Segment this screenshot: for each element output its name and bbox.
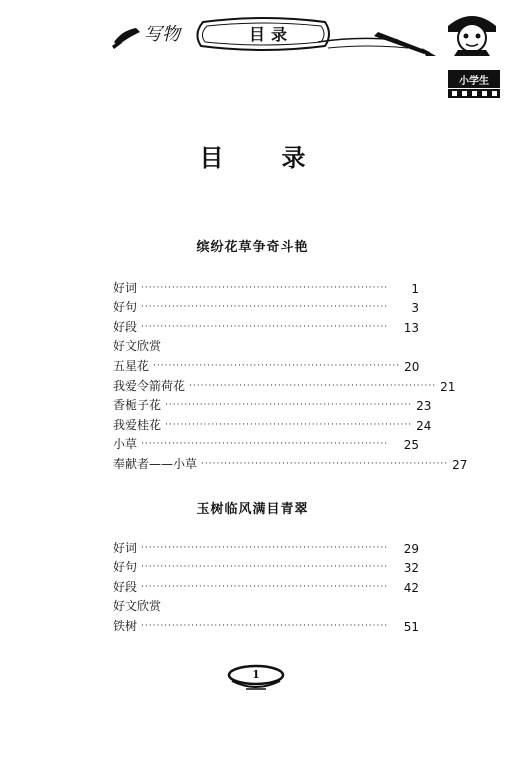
- leader-dots: ································································: [141, 282, 389, 293]
- toc-entry[interactable]: [113, 374, 456, 394]
- leader-dots: ································································: [153, 360, 401, 371]
- leader-dots: ································································: [141, 302, 389, 313]
- badge-stripe: [448, 89, 500, 98]
- toc-entry-title: 五星花: [113, 358, 150, 373]
- leader-dots: ································································: [141, 321, 389, 332]
- page-title-char-1: 目: [199, 143, 224, 172]
- toc-entry[interactable]: [113, 413, 432, 433]
- toc-entry-title: 香栀子花: [113, 398, 162, 413]
- toc-subheading-title: 好文欣赏: [113, 339, 162, 354]
- toc-entry-page: 21: [440, 379, 456, 394]
- toc-entry-page: 23: [416, 399, 432, 414]
- page-title: [0, 138, 505, 178]
- toc-entry-title: 我爱令箭荷花: [113, 378, 186, 393]
- leader-dots: ································································: [201, 458, 449, 469]
- toc-entry-page: 25: [403, 438, 419, 453]
- leader-dots: ································································: [141, 542, 389, 553]
- leader-dots: ································································: [141, 439, 389, 450]
- leader-dots: ································································: [141, 581, 389, 592]
- toc-entry[interactable]: [113, 354, 419, 374]
- toc-entry-page: 3: [411, 301, 419, 316]
- pen-icon: [318, 18, 438, 58]
- grade-badge: 小学生: [448, 70, 500, 88]
- toc-entry-title: 好句: [113, 300, 138, 315]
- toc-entry-page: 42: [403, 580, 419, 595]
- section-heading: 玉树临风满目青翠: [196, 502, 309, 517]
- toc-entry-page: 24: [416, 418, 432, 433]
- brand-text: 写物: [144, 24, 180, 45]
- section-heading: 缤纷花草争奇斗艳: [196, 240, 309, 255]
- toc-entry-title: 我爱桂花: [113, 417, 162, 432]
- toc-entry[interactable]: [113, 614, 419, 634]
- toc-entry[interactable]: [113, 556, 419, 576]
- toc-list: [113, 536, 419, 634]
- toc-entry-title: 奉献者——小草: [113, 456, 198, 471]
- leader-dots: ································································: [165, 400, 413, 411]
- toc-entry[interactable]: [113, 452, 468, 472]
- toc-entry-title: 小草: [113, 437, 138, 452]
- toc-entry-title: 好句: [113, 560, 138, 575]
- toc-entry-title: 好词: [113, 540, 138, 555]
- toc-subheading: [113, 595, 419, 615]
- leader-dots: ································································: [141, 562, 389, 573]
- page-number: 1: [252, 668, 260, 681]
- toc-entry[interactable]: [113, 315, 419, 335]
- leader-dots: ································································: [165, 419, 413, 430]
- toc-subheading-title: 好文欣赏: [113, 599, 162, 614]
- toc-entry[interactable]: [113, 433, 419, 453]
- mascot-icon: [440, 6, 504, 56]
- toc-subheading: [113, 335, 419, 355]
- toc-entry-page: 20: [404, 359, 420, 374]
- page-title-char-2: 录: [281, 143, 306, 172]
- leader-dots: ································································: [189, 380, 437, 391]
- toc-entry-page: 1: [411, 281, 419, 296]
- leader-dots: ································································: [141, 620, 389, 631]
- toc-entry-page: 32: [403, 561, 419, 576]
- toc-entry-page: 13: [403, 320, 419, 335]
- toc-entry-title: 好词: [113, 280, 138, 295]
- toc-entry-title: 好段: [113, 579, 138, 594]
- toc-list: [113, 276, 468, 472]
- page-header: [0, 0, 505, 110]
- toc-entry[interactable]: [113, 296, 419, 316]
- toc-entry-title: 好段: [113, 319, 138, 334]
- toc-entry-page: 27: [452, 457, 468, 472]
- toc-entry-page: 51: [403, 619, 419, 634]
- toc-entry[interactable]: [113, 276, 419, 296]
- toc-entry[interactable]: [113, 536, 419, 556]
- toc-entry-page: 29: [403, 541, 419, 556]
- toc-entry[interactable]: [113, 394, 432, 414]
- toc-entry[interactable]: [113, 575, 419, 595]
- toc-entry-title: 铁树: [113, 618, 138, 633]
- brand-logo: [110, 12, 200, 56]
- banner-label: 目录: [248, 24, 293, 44]
